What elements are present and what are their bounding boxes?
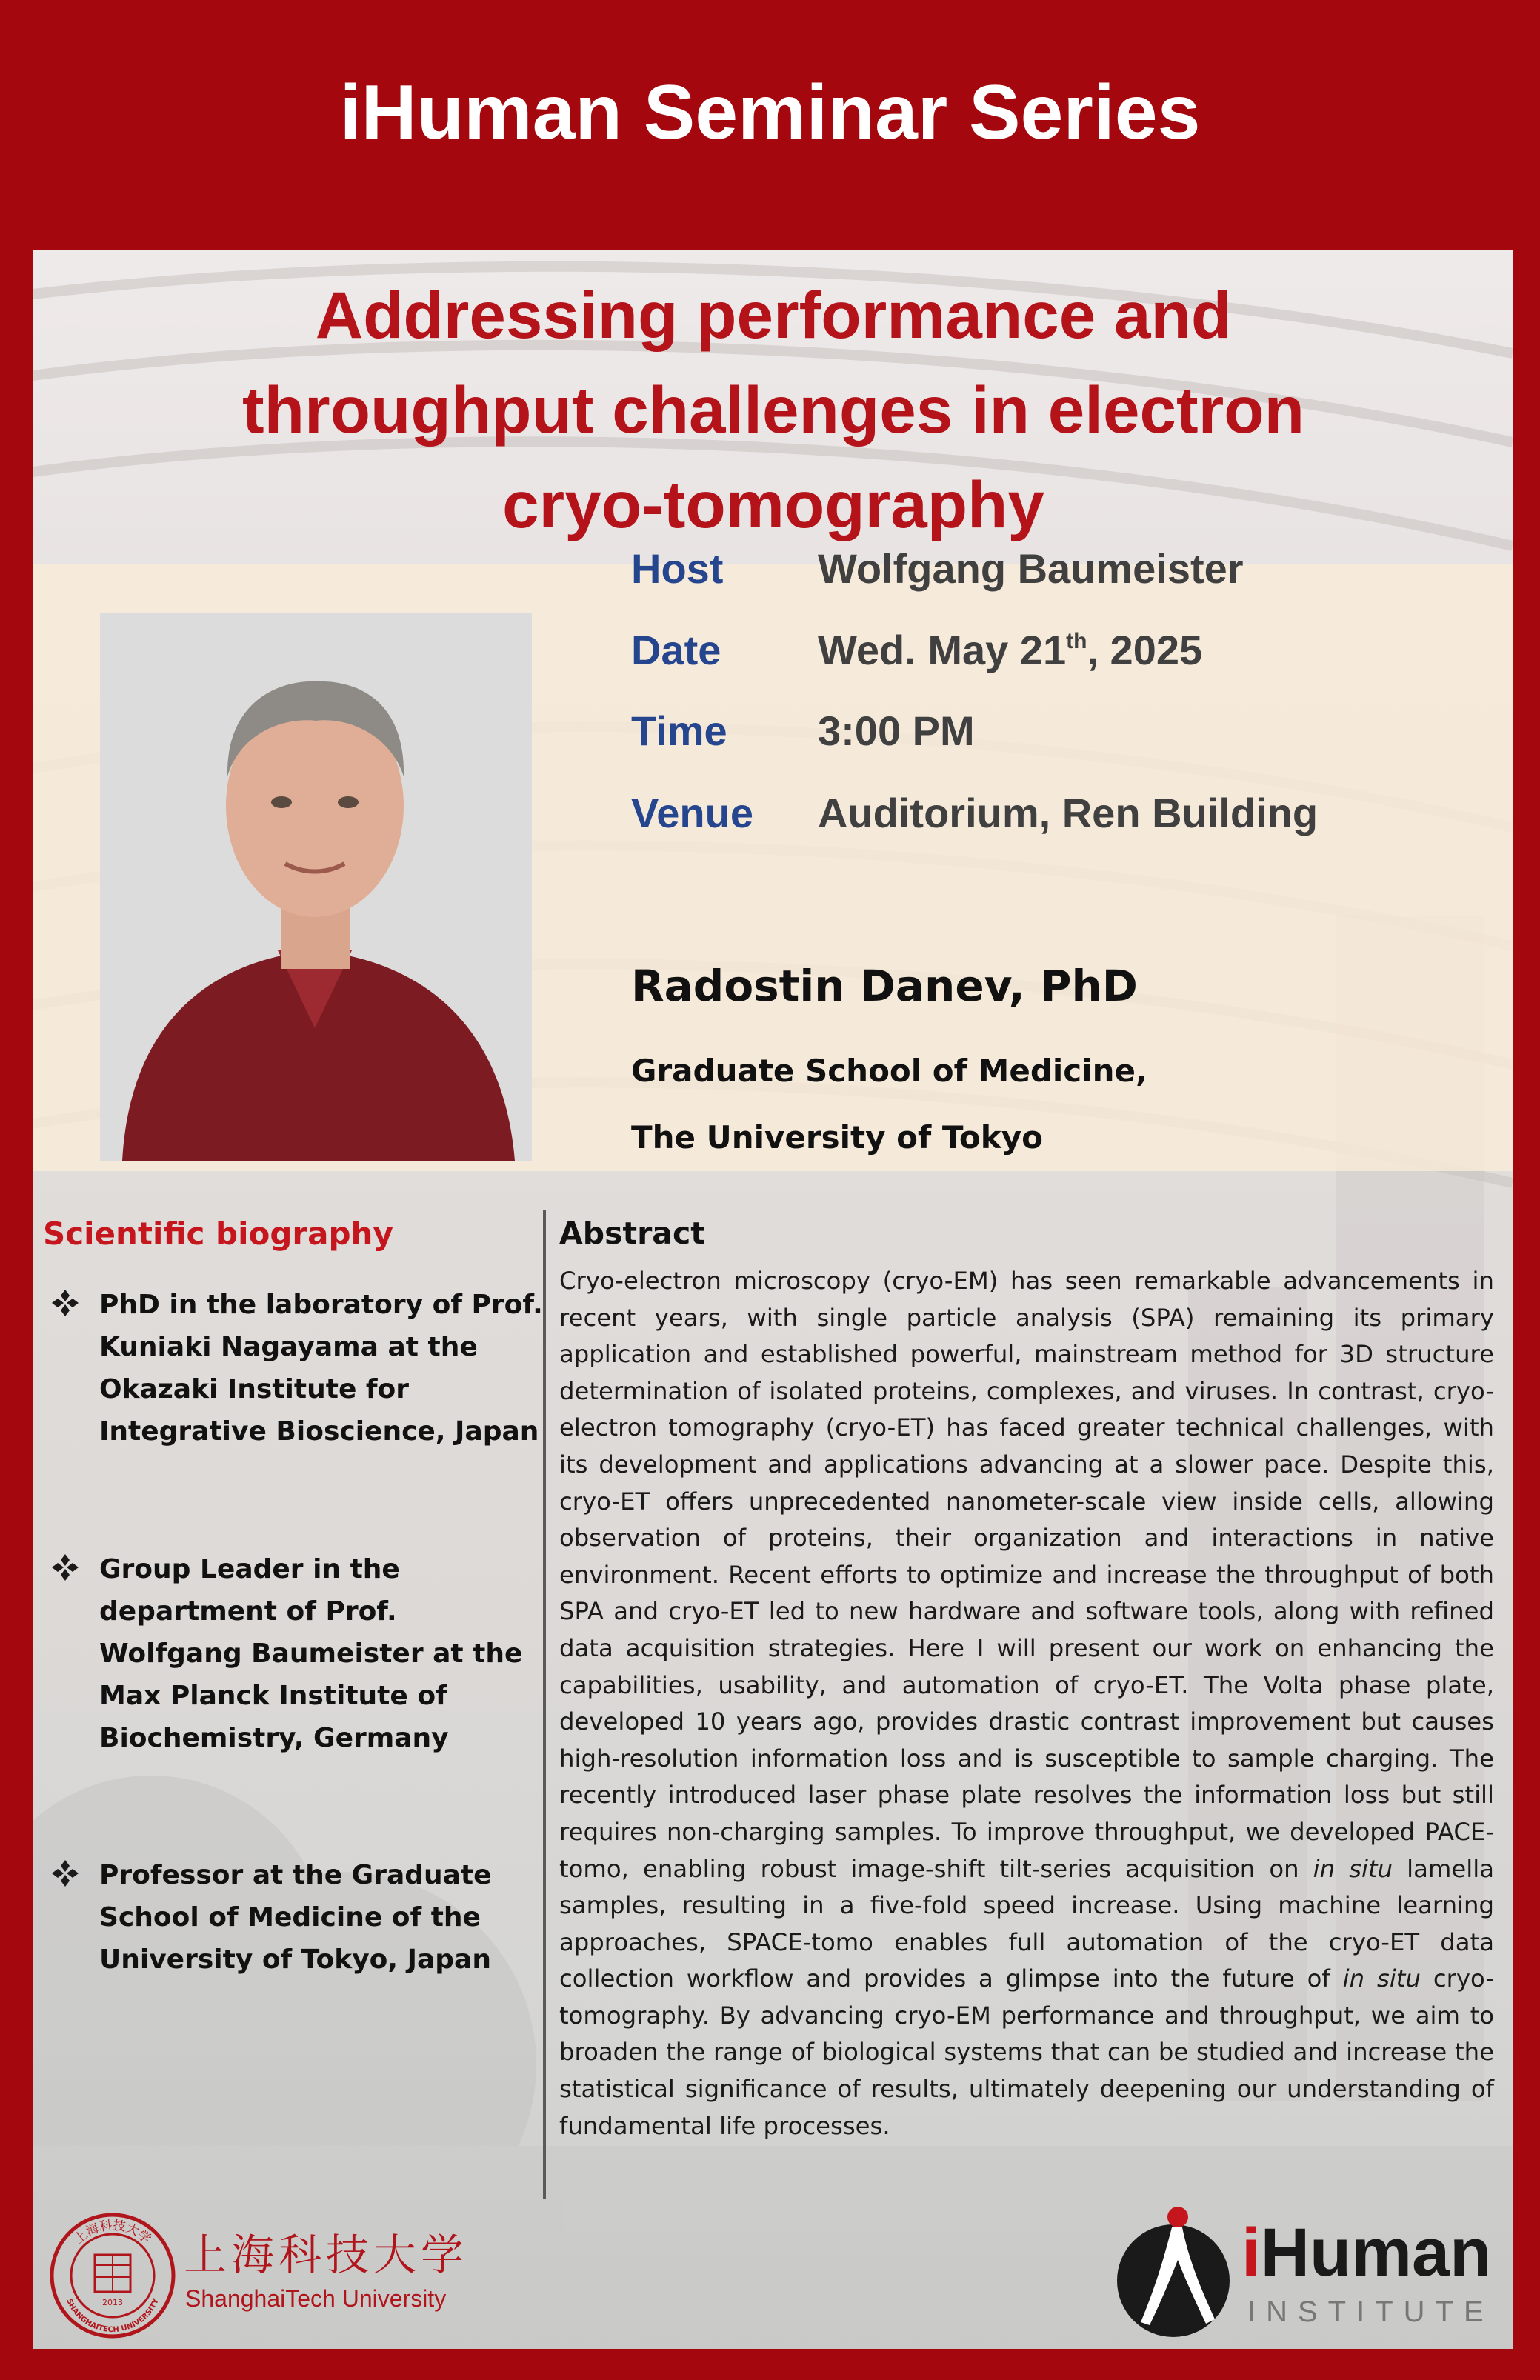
date-ordinal-suffix: th [1066,629,1087,653]
venue-value: Auditorium, Ren Building [818,790,1319,836]
speaker-name: Radostin Danev, PhD [631,961,1138,1011]
affiliation-line: Graduate School of Medicine, [631,1053,1147,1089]
talk-title-line: Addressing performance and [315,278,1232,352]
ihuman-rest: Human [1260,2215,1492,2290]
seal-text-en: SHANGHAITECH UNIVERSITY [64,2297,161,2335]
ihuman-wordmark [1241,2215,1492,2290]
biography-item-text: Professor at the Graduate School of Medicine of the University of Tokyo, Japan [99,1860,492,1975]
abstract-text: lamella samples, resulting in a five-fold speed increase. Using machine learning approaches, SPACE-tomo enables full automation of the cryo-ET data collection workflow and provides a glimpse into the future of [559,1854,1494,1993]
shanghaitech-seal-logo [49,2212,176,2339]
talk-title-line: throughput challenges in electron [242,373,1304,447]
ihuman-i: i [1241,2215,1261,2290]
date-value-year: , 2025 [1087,627,1203,673]
talk-title [77,267,1470,552]
time-label: Time [631,707,727,754]
host-value: Wolfgang Baumeister [818,545,1244,592]
seal-year: 2013 [102,2298,123,2307]
diamond-bullet-icon [50,1553,80,1582]
ihuman-institute-label: INSTITUTE [1247,2296,1494,2328]
poster-panel [33,250,1513,2349]
abstract-text: Cryo-electron microscopy (cryo-EM) has seen remarkable advancements in recent years, with single particle analysis (SPA) remaining its primary application and established powerful, mainstream method for 3D structure determination of isolated proteins, complexes, and viruses. In contrast, cryo-electron tomography (cryo-ET) has faced greater technical challenges, with its development and applications advancing at a slower pace. Despite this, cryo-ET offers unprecedented nanometer-scale view inside cells, allowing observation of proteins, their organization and interactions in native environment. Recent efforts to optimize and increase the throughput of both SPA and cryo-ET led to new hardware and software tools, along with refined data acquisition strategies. Here I will present our work on enhancing the capabilities, usability, and automation of cryo-ET. The Volta phase plate, developed 10 years ago, provides drastic contrast improvement but causes high-resolution information loss and is susceptible to sample charging. The recently introduced laser phase plate resolves the information loss but still requires non-charging samples. To improve throughput, we developed PACE-tomo, enabling robust image-shift tilt-series acquisition on [559,1267,1494,1883]
time-value: 3:00 PM [818,707,975,754]
abstract-italic: in situ [1342,1964,1421,1993]
abstract-body [559,1263,1494,2144]
speaker-affiliation [631,1038,1298,1171]
date-value [818,621,1202,680]
ihuman-figure-logo [1114,2198,1233,2346]
shanghaitech-name-cn: 上海科技大学 [184,2230,469,2280]
talk-title-line: cryo-tomography [502,467,1044,541]
venue-label: Venue [631,790,753,836]
affiliation-line: The University of Tokyo [631,1119,1043,1156]
diamond-bullet-icon [50,1288,80,1318]
abstract-text: cryo-tomography. By advancing cryo-EM performance and throughput, we aim to broaden the range of biological systems that can be studied and increase the statistical significance of results, ultimately deepening our understanding of fundamental life processes. [559,1964,1494,2140]
biography-heading: Scientific biography [43,1216,393,1252]
speaker-portrait-illustration [100,613,532,1161]
date-value-main: Wed. May 21 [818,627,1067,673]
host-label: Host [631,545,724,592]
abstract-heading: Abstract [559,1216,705,1251]
series-title: iHuman Seminar Series [339,70,1201,156]
diamond-bullet-icon [50,1859,80,1888]
date-label: Date [631,627,721,673]
abstract-italic: in situ [1313,1854,1393,1883]
biography-item-text: Group Leader in the department of Prof. Wolfgang Baumeister at the Max Planck Institute of Biochemistry, Germany [99,1554,523,1753]
shanghaitech-name-en: ShanghaiTech University [185,2285,447,2312]
speaker-photo [100,613,532,1161]
seal-text-cn: 上海科技大学 [71,2218,154,2247]
biography-item-text: PhD in the laboratory of Prof. Kuniaki Nagayama at the Okazaki Institute for Integrative Bioscience, Japan [99,1290,543,1447]
